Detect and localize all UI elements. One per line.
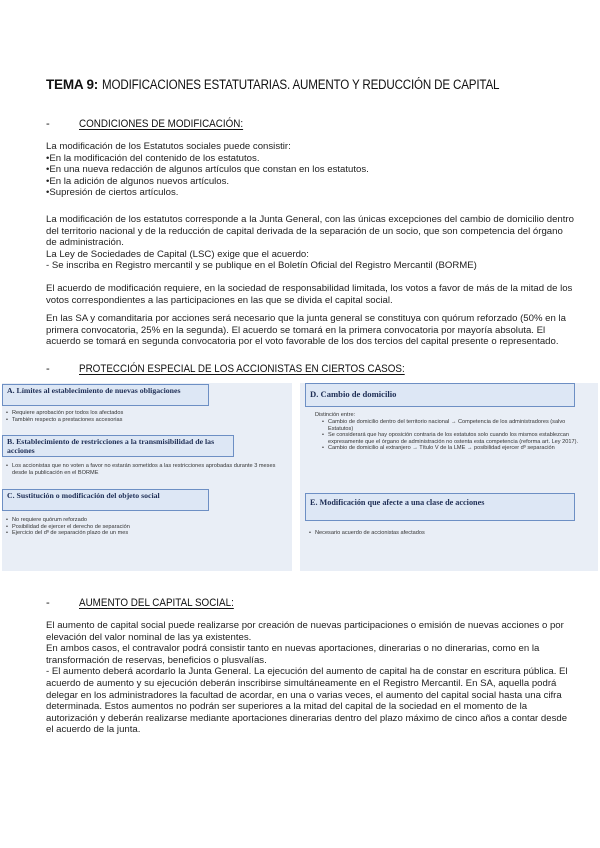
box-e-list: • Necesario acuerdo de accionistas afectados: [309, 530, 589, 537]
box-c-list: • No requiere quórum reforzado • Posibilidad de ejercer el derecho de separación • Ejercicio del dº de separación plazo de un mes: [6, 517, 286, 537]
conditions-list: La modificación de los Estatutos sociales puede consistir: •En la modificación del contenido de los estatutos. •En una nueva redacción de algunos artículos que constan en los estatutos. •En la adición de algunos nuevos artículos. •Supresión de ciertos artículos.: [46, 141, 369, 199]
sa-quorum-paragraph: En las SA y comanditaria por acciones será necesario que la junta general se constituya con quórum reforzado (50% en la primera convocatoria, 25% en la segunda). El acuerdo se tomará en la primera convocatoria por mayoría absoluta. El acuerdo se tomará en segunda convocatoria por el voto favorable de los dos tercios del capital presente o representado.: [46, 313, 566, 348]
section-heading-capital-increase: - AUMENTO DEL CAPITAL SOCIAL:: [46, 597, 234, 609]
protection-diagram: [0, 383, 600, 571]
box-d-lead: Distinción entre:: [315, 412, 356, 418]
box-c-title: C. Sustitución o modificación del objeto social: [2, 489, 209, 511]
page-title: [46, 77, 564, 92]
box-b-list: • Los accionistas que no voten a favor no estarán sometidos a las restricciones aprobadas durante 3 meses desde la publicación en el BORME: [6, 463, 288, 476]
title-text: MODIFICACIONES ESTATUTARIAS. AUMENTO Y REDUCCIÓN DE CAPITAL: [101, 77, 500, 92]
capital-increase-text: El aumento de capital social puede realizarse por creación de nuevas participaciones o emisión de nuevas acciones o por elevación del valor nominal de las ya existentes. En ambos casos, el contravalor podrá consistir tanto en nuevas aportaciones, dinerarias o no dinerarias, como en la transformación de reservas, beneficios o plusvalías. - El aumento deberá acordarlo la Junta General. La ejecución del aumento de capital ha de constar en escritura pública. El acuerdo de aumento y su ejecución deberán inscribirse simultáneamente en el Registro Mercantil. En SA, aquella podrá delegar en los administradores la facultad de acordar, en una o varias veces, el aumento del capital social hasta una cifra determinada. Estos aumentos no podrán ser superiores a la mitad del capital de la sociedad en el momento de la autorización y deberán realizarse mediante aportaciones dinerarias dentro del plazo máximo de cinco años a contar desde el acuerdo de la junta.: [46, 620, 568, 736]
box-a-title: A. Límites al establecimiento de nuevas obligaciones: [2, 384, 209, 406]
box-a-list: • Requiere aprobación por todos los afectados • También respecto a prestaciones accesorias: [6, 410, 286, 423]
title-number: TEMA 9:: [46, 77, 99, 92]
competence-paragraph: La modificación de los estatutos corresponde a la Junta General, con las únicas excepciones del cambio de domicilio dentro del territorio nacional y de la reducción de capital derivada de la separación de un socio, que son competencia del órgano de administración. La Ley de Sociedades de Capital (LSC) exige que el acuerdo: - Se inscriba en Registro mercantil y se publique en el Boletín Oficial del Registro Mercantil (BORME): [46, 214, 574, 272]
box-e-title: E. Modificación que afecte a una clase de acciones: [305, 493, 575, 521]
box-d-title: D. Cambio de domicilio: [305, 383, 575, 407]
box-b-title: B. Establecimiento de restricciones a la transmisibilidad de las acciones: [2, 435, 234, 457]
srl-majority-paragraph: El acuerdo de modificación requiere, en la sociedad de responsabilidad limitada, los votos a favor de más de la mitad de los votos correspondientes a las participaciones en las que se divida el capital social.: [46, 283, 573, 306]
box-d-list: • Cambio de domicilio dentro del territorio nacional → Competencia de los administradores (salvo Estatutos) • Se considerará que hay oposición contraria de los estatutos solo cuando los mismos establezcan expresamente que el órgano de administración no ostenta esta competencia (reforma art. Ley 2017). • Cambio de domicilio al extranjero → Título V de la LME → posibilidad ejercer dº separación: [322, 419, 584, 452]
section-heading-protection: - PROTECCIÓN ESPECIAL DE LOS ACCIONISTAS EN CIERTOS CASOS:: [46, 363, 405, 375]
section-heading-conditions: - CONDICIONES DE MODIFICACIÓN:: [46, 118, 244, 130]
